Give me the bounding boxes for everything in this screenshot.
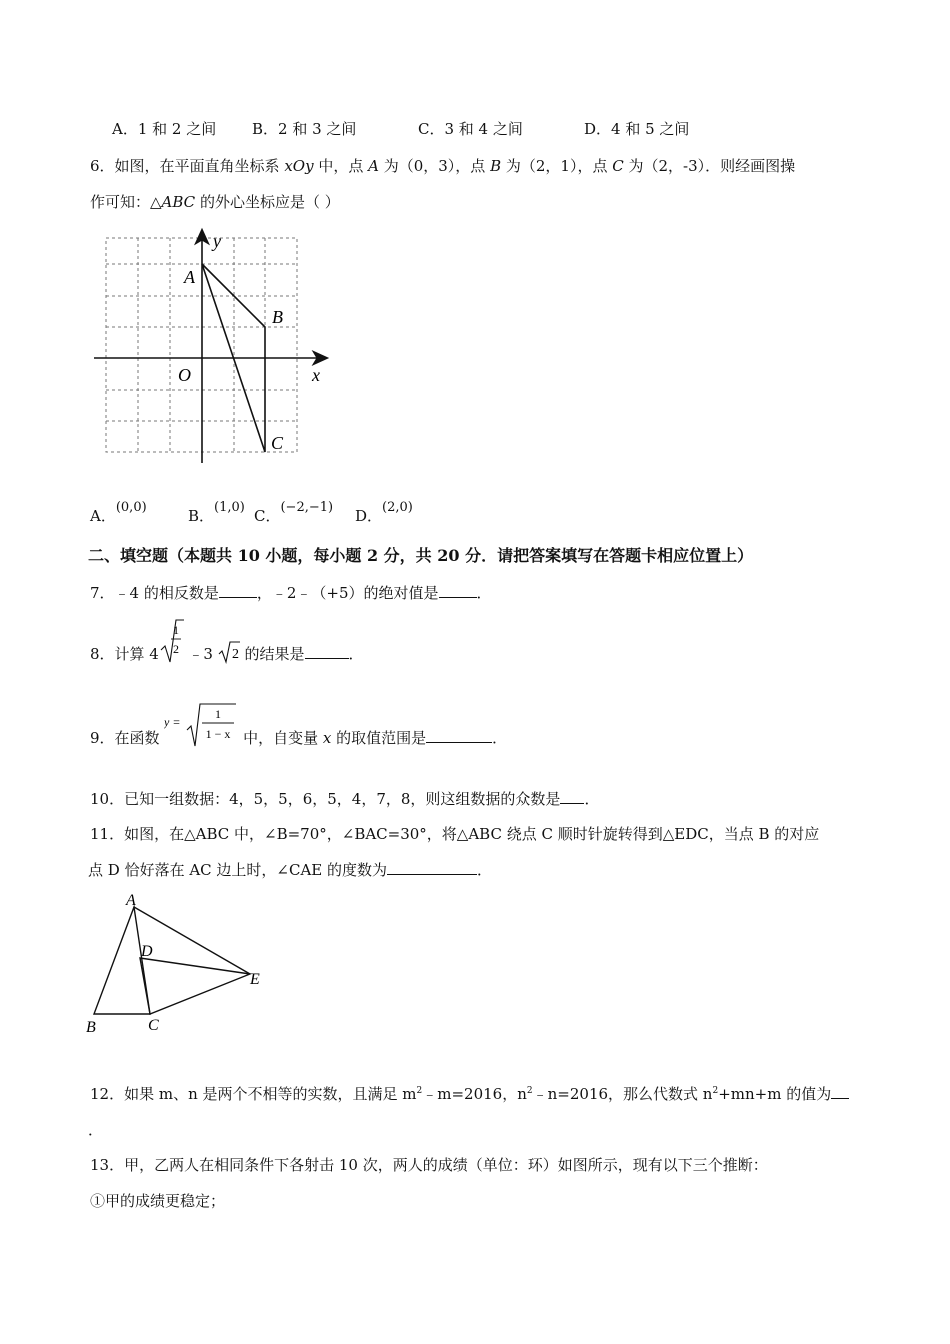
svg-text:1 − x: 1 − x bbox=[205, 727, 231, 741]
q11-line1: 11．如图，在△ABC 中，∠B=70°，∠BAC=30°，将△ABC 绕点 C 顺时针旋转得到△EDC，当点 B 的对应 bbox=[90, 825, 820, 843]
q10 bbox=[90, 788, 599, 809]
triangle-edc bbox=[140, 958, 250, 1014]
q10-text: 10．已知一组数据：4，5，5，6，5，4，7，8，则这组数据的众数是 bbox=[90, 790, 561, 808]
q9-text: 的取值范围是 bbox=[331, 729, 427, 747]
q7-text: ，﹣2﹣（+5）的绝对值是 bbox=[256, 584, 439, 602]
label-origin: O bbox=[178, 365, 191, 385]
q6-text: 中，点 bbox=[313, 157, 369, 175]
segment-ae bbox=[134, 907, 250, 974]
q12-text: ﹣m=2016，n bbox=[422, 1085, 527, 1103]
superscript: 2 bbox=[526, 1086, 533, 1096]
q9-text: 9．在函数 bbox=[90, 729, 160, 747]
q6-line2 bbox=[90, 191, 340, 212]
q6-option-d bbox=[355, 495, 413, 525]
option-label: C． bbox=[254, 507, 281, 525]
label-x: x bbox=[312, 365, 320, 385]
q8-text: ． bbox=[348, 645, 364, 663]
answer-blank bbox=[387, 860, 477, 875]
answer-blank bbox=[305, 644, 349, 659]
q13-line1: 13．甲，乙两人在相同条件下各射击 10 次，两人的成绩（单位：环）如图所示，现有以下三个推断： bbox=[90, 1156, 768, 1174]
q12-line2: ． bbox=[88, 1121, 104, 1139]
q6-point-b: B bbox=[490, 157, 502, 175]
section-heading: 二、填空题（本题共 10 小题，每小题 2 分，共 20 分．请把答案填写在答题卡相应位置上） bbox=[88, 546, 754, 565]
q5-option-a: A．1 和 2 之间 bbox=[112, 120, 217, 138]
q11-line2 bbox=[88, 859, 492, 880]
label-c: C bbox=[271, 433, 284, 453]
option-value: (2,0) bbox=[382, 500, 413, 515]
q5-option-b: B．2 和 3 之间 bbox=[252, 120, 357, 138]
q11-triangle-figure bbox=[80, 886, 280, 1038]
svg-text:y =: y = bbox=[164, 715, 181, 729]
superscript: 2 bbox=[416, 1086, 423, 1096]
q7-text: 7．﹣4 的相反数是 bbox=[90, 584, 219, 602]
label-b: B bbox=[272, 307, 283, 327]
q6-point-a: A bbox=[368, 157, 379, 175]
option-value: (1,0) bbox=[214, 500, 245, 515]
label-a: A bbox=[126, 892, 136, 909]
answer-blank bbox=[219, 583, 257, 598]
q8-radical bbox=[218, 640, 240, 664]
option-label: A． bbox=[90, 507, 116, 525]
q11-text: ． bbox=[477, 861, 493, 879]
label-b: B bbox=[86, 1019, 96, 1036]
q6-triangle-name: ABC bbox=[161, 193, 196, 211]
q8-text: 8．计算 4 bbox=[90, 645, 159, 663]
q7-text: ． bbox=[476, 584, 492, 602]
q6-text: 为（2，-3）．则经画图操 bbox=[623, 157, 796, 175]
q9-variable: x bbox=[322, 729, 332, 747]
label-c: C bbox=[148, 1017, 159, 1034]
answer-blank bbox=[426, 728, 492, 743]
q8-text: 的结果是 bbox=[239, 645, 305, 663]
q6-option-c bbox=[254, 495, 334, 525]
q8-text: ﹣3 bbox=[188, 645, 213, 663]
q8-radical-fraction bbox=[160, 618, 184, 664]
q12-text: ﹣n=2016，那么代数式 n bbox=[532, 1085, 713, 1103]
q6-text: 6．如图，在平面直角坐标系 bbox=[90, 157, 285, 175]
q10-text: ． bbox=[584, 790, 600, 808]
label-e: E bbox=[250, 971, 260, 988]
q9-text: 中，自变量 bbox=[238, 729, 323, 747]
q9-function bbox=[164, 702, 238, 748]
q12-line1 bbox=[90, 1083, 849, 1104]
option-label: B． bbox=[188, 507, 215, 525]
answer-blank bbox=[439, 583, 477, 598]
svg-text:2: 2 bbox=[172, 642, 179, 656]
q6-line1 bbox=[90, 155, 795, 176]
q5-option-c: C．3 和 4 之间 bbox=[418, 120, 523, 138]
q6-text: 为（2，1），点 bbox=[501, 157, 613, 175]
option-value: (−2,−1) bbox=[280, 500, 334, 515]
triangle-abc bbox=[94, 907, 150, 1014]
q6-option-a bbox=[90, 495, 147, 525]
svg-text:1: 1 bbox=[215, 707, 222, 721]
svg-text:2: 2 bbox=[231, 647, 239, 662]
q12-text: +mn+m 的值为 bbox=[718, 1085, 832, 1103]
q12-text: 12．如果 m、n 是两个不相等的实数，且满足 m bbox=[90, 1085, 417, 1103]
q6-coord-sys: xOy bbox=[284, 157, 314, 175]
q9-text: ． bbox=[492, 729, 508, 747]
q5-option-d: D．4 和 5 之间 bbox=[584, 120, 690, 138]
option-value: (0,0) bbox=[115, 500, 147, 515]
label-a: A bbox=[184, 267, 195, 287]
q6-point-c: C bbox=[612, 157, 624, 175]
q7 bbox=[90, 582, 492, 603]
q6-option-b bbox=[188, 495, 245, 525]
q6-coordinate-figure bbox=[88, 225, 338, 470]
q11-text: 点 D 恰好落在 AC 边上时，∠CAE 的度数为 bbox=[88, 861, 388, 879]
option-label: D． bbox=[355, 507, 383, 525]
superscript: 2 bbox=[712, 1086, 719, 1096]
q6-text: 的外心坐标应是（ ） bbox=[195, 193, 340, 211]
label-y: y bbox=[213, 231, 221, 251]
q6-text: 作可知：△ bbox=[90, 193, 162, 211]
label-d: D bbox=[141, 943, 153, 960]
q6-text: 为（0，3），点 bbox=[378, 157, 491, 175]
svg-text:1: 1 bbox=[172, 623, 179, 637]
answer-blank bbox=[831, 1084, 849, 1099]
q8 bbox=[90, 618, 364, 662]
answer-blank bbox=[560, 789, 584, 804]
q9 bbox=[90, 702, 507, 748]
q13-line2: ①甲的成绩更稳定； bbox=[90, 1192, 226, 1210]
